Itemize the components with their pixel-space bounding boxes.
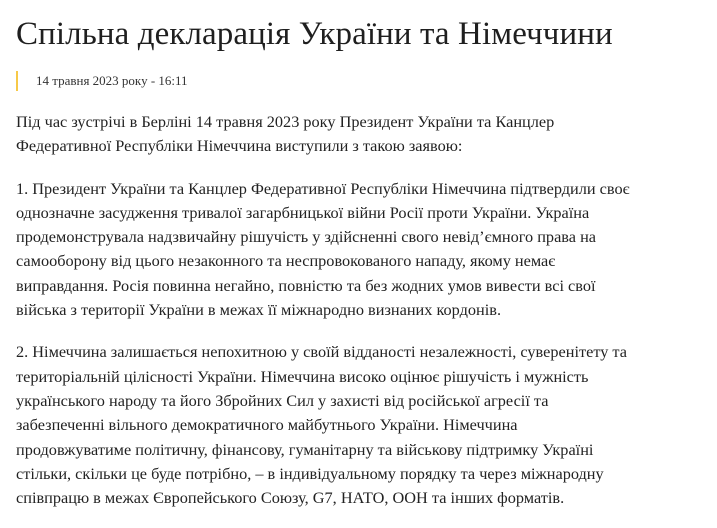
article-dateline: [16, 71, 188, 91]
date-accent-bar: [16, 71, 18, 91]
paragraph-line: 2. Німеччина залишається непохитною у своїй відданості незалежності, суверенітету та: [16, 342, 627, 362]
paragraph-line: виправдання. Росія повинна негайно, повністю та без жодних умов вивести всі свої: [16, 275, 596, 295]
point-2-paragraph: [16, 340, 706, 510]
paragraph-line: стільки, скільки це буде потрібно, – в індивідуальному порядку та через міжнародну: [16, 463, 604, 483]
publish-date: 14 травня 2023 року - 16:11: [36, 73, 188, 88]
paragraph-line: 1. Президент України та Канцлер Федеративної Республіки Німеччина підтвердили своє: [16, 178, 630, 198]
paragraph-line: Під час зустрічі в Берліні 14 травня 2023 року Президент України та Канцлер: [16, 112, 555, 131]
paragraph-line: війська з території України в межах її міжнародно визнаних кордонів.: [16, 300, 502, 320]
paragraph-line: Федеративної Республіки Німеччина виступили з такою заявою:: [16, 136, 463, 156]
point-1-paragraph: [16, 177, 706, 323]
paragraph-line: продемонструвала надзвичайну рішучість у здійсненні свого невід’ємного права на: [16, 227, 597, 247]
paragraph-line: самооборону від цього незаконного та неспровокованого нападу, якому немає: [16, 251, 556, 271]
page-title: Спільна декларація України та Німеччини: [16, 16, 613, 52]
article-body: [16, 110, 706, 528]
paragraph-line: співпрацю в межах Європейського Союзу, G7, НАТО, ООН та інших форматів.: [16, 488, 565, 508]
paragraph-line: українського народу та його Збройних Сил у захисті від російської агресії та: [16, 390, 549, 410]
paragraph-line: забезпеченні вільного демократичного майбутнього України. Німеччина: [16, 415, 518, 435]
paragraph-line: однозначне засудження тривалої загарбницької війни Росії проти України. Україна: [16, 202, 590, 222]
intro-paragraph: [16, 110, 706, 159]
paragraph-line: територіальній цілісності України. Німеччина високо оцінює рішучість і мужність: [16, 366, 589, 386]
paragraph-line: продовжуватиме політичну, фінансову, гуманітарну та військову підтримку Україні: [16, 439, 594, 459]
